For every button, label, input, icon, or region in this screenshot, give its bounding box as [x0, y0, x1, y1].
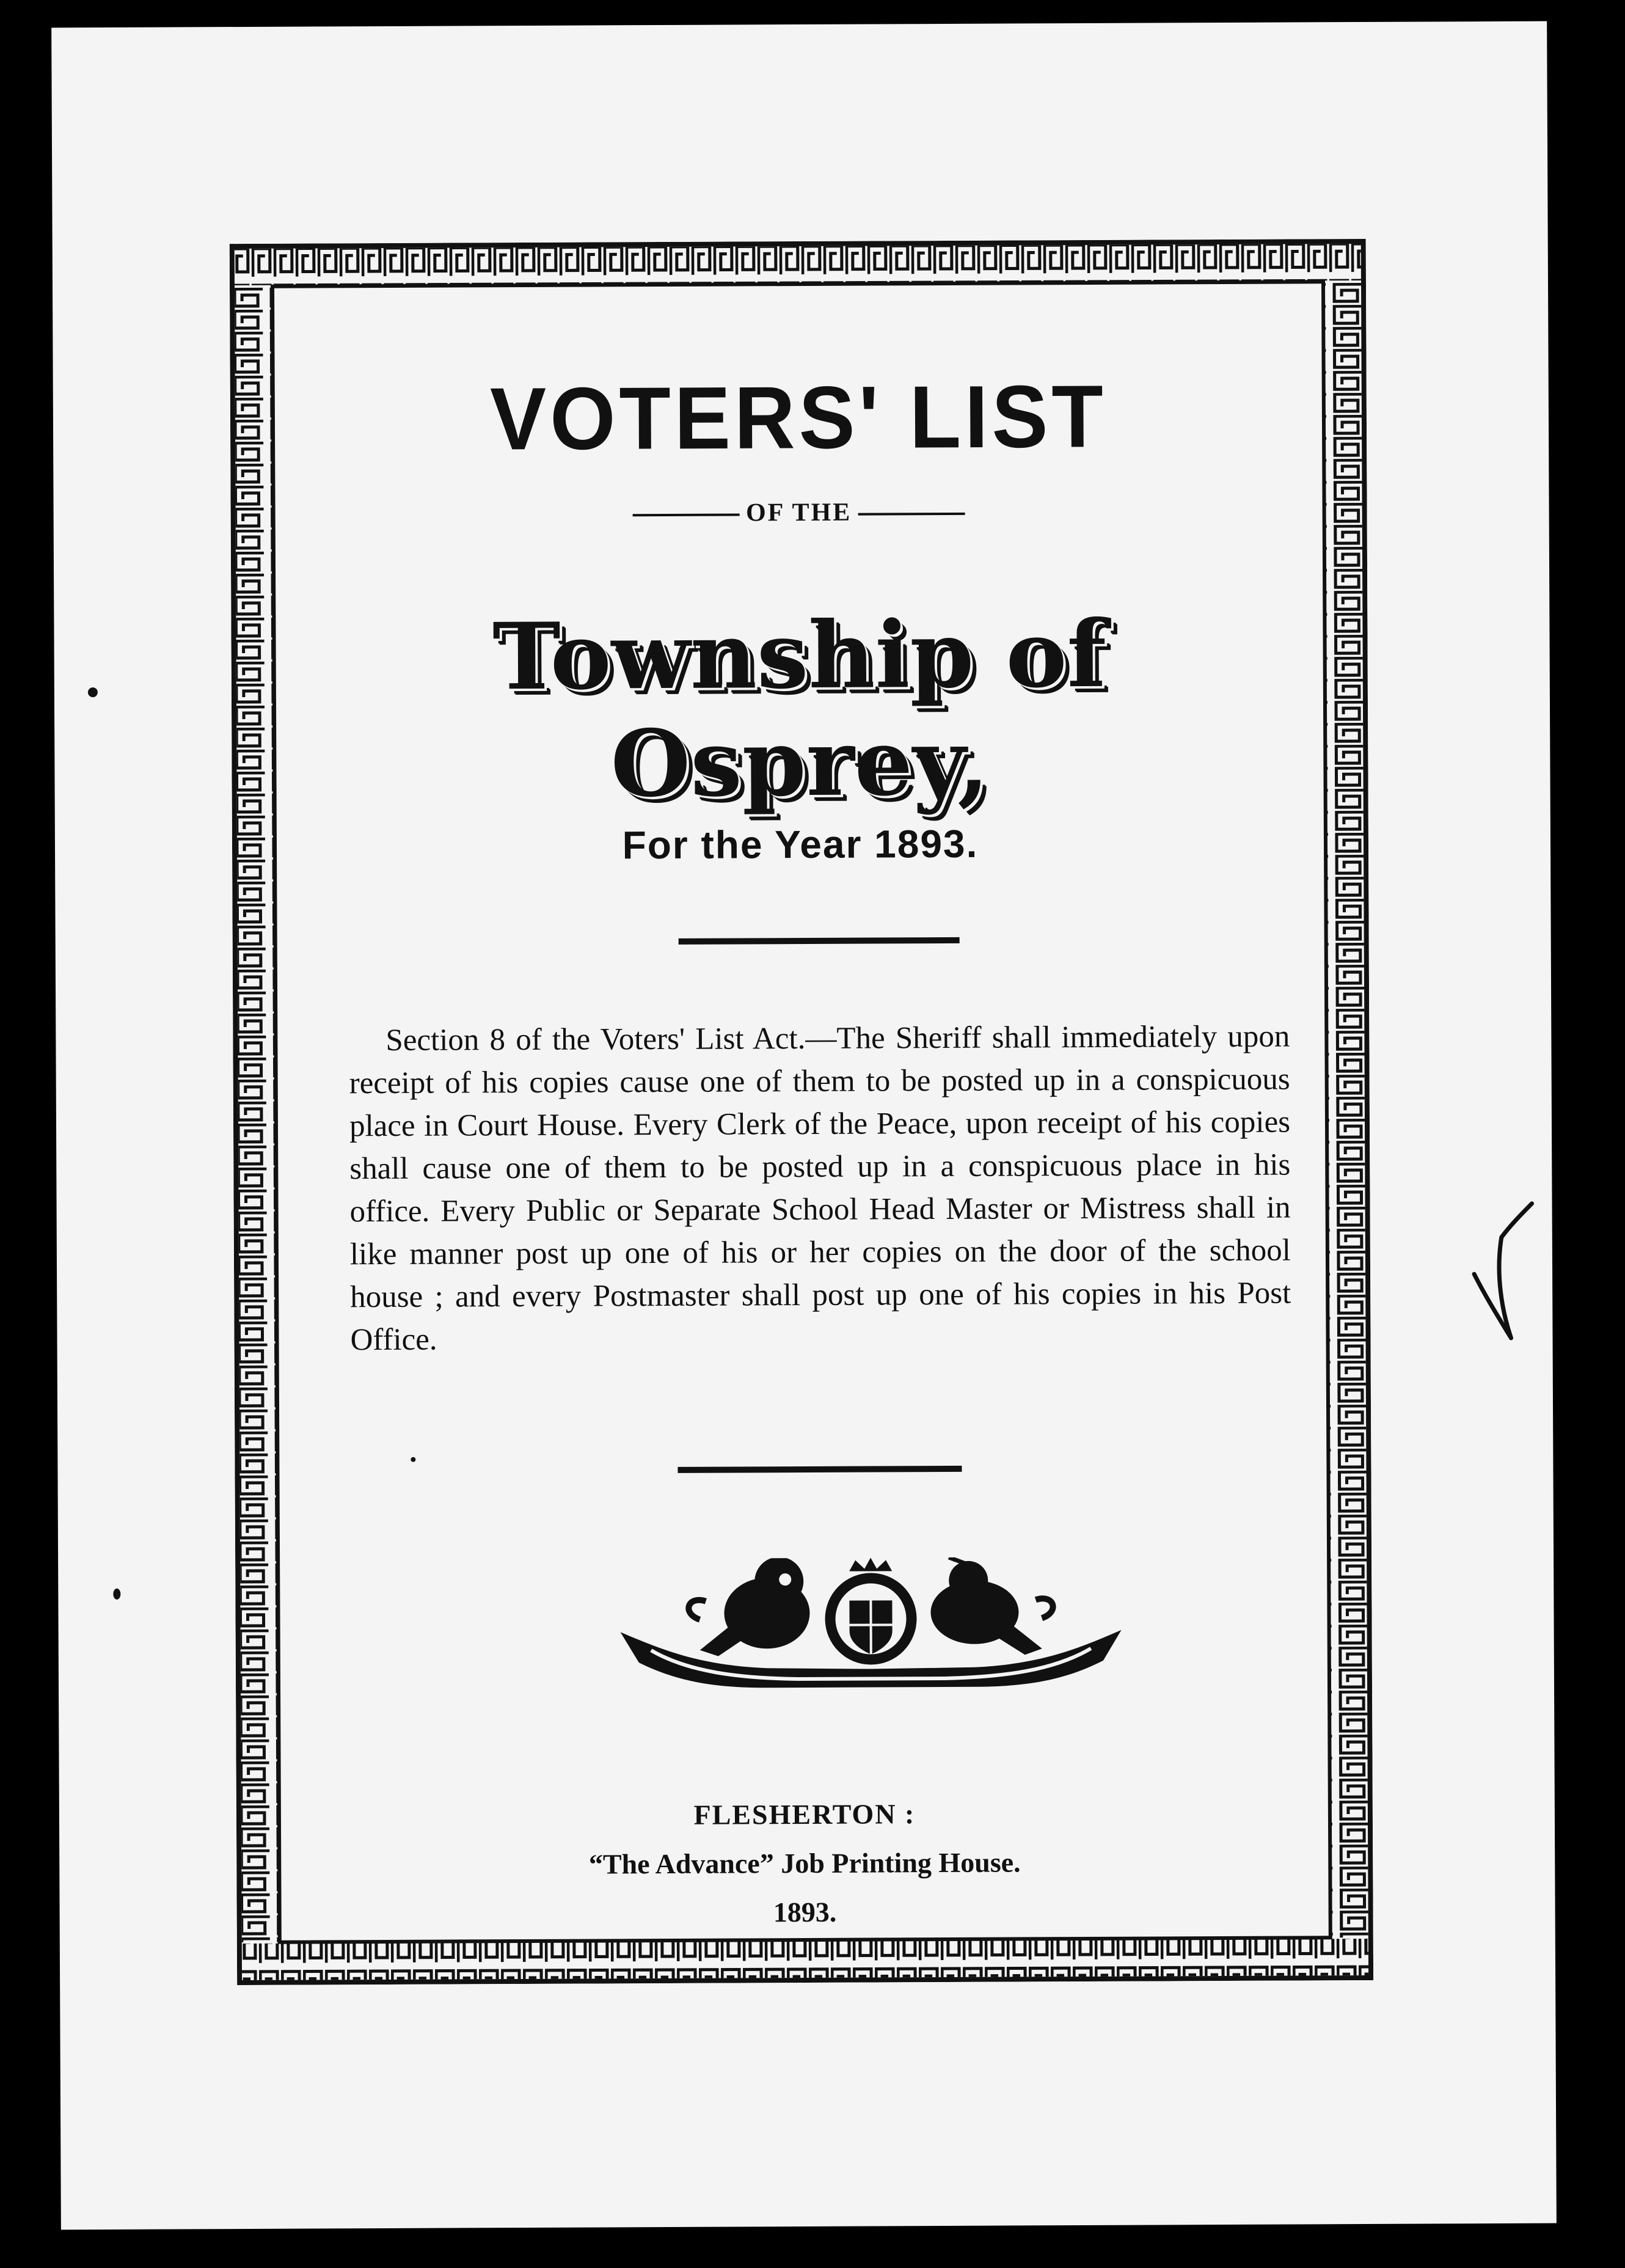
section-paragraph: Section 8 of the Voters' List Act.—The Sheriff shall immediately upon receipt of his copies cause one of them to be posted up in a conspicuous place in Court House. Every Clerk of the Peace, upon receipt of his copies shall cause one of them to be posted up in a conspicuous place in his office. Every Public or Separate School Head Master or Mistress shall in like manner post up one of his or her copies on the door of the school house ; and every Postmaster shall post up one of his copies in his Post Office. — [349, 1019, 1291, 1358]
left-rule — [633, 514, 740, 517]
of-the-line — [316, 496, 1282, 530]
document-page — [51, 21, 1557, 2230]
imprint — [322, 1788, 1288, 1939]
document-content — [315, 313, 1291, 1928]
document-title: VOTERS' LIST — [489, 367, 1108, 469]
imprint-printer: “The Advance” Job Printing House. — [588, 1846, 1021, 1880]
speck-mark — [88, 687, 98, 697]
imprint-place: FLESHERTON : — [693, 1798, 916, 1831]
speck-mark — [411, 1457, 415, 1462]
divider-rule-bottom — [677, 1466, 962, 1473]
year-line: For the Year 1893. — [622, 821, 979, 868]
divider-rule-top — [679, 937, 960, 945]
of-the-text: OF THE — [745, 498, 852, 527]
speck-mark — [113, 1589, 120, 1600]
imprint-year: 1893. — [773, 1896, 837, 1928]
greek-key-border — [230, 239, 1373, 1985]
township-heading: Township of Osprey, — [492, 600, 1107, 818]
handwritten-mark-icon — [1468, 1201, 1536, 1344]
right-rule — [858, 513, 965, 516]
